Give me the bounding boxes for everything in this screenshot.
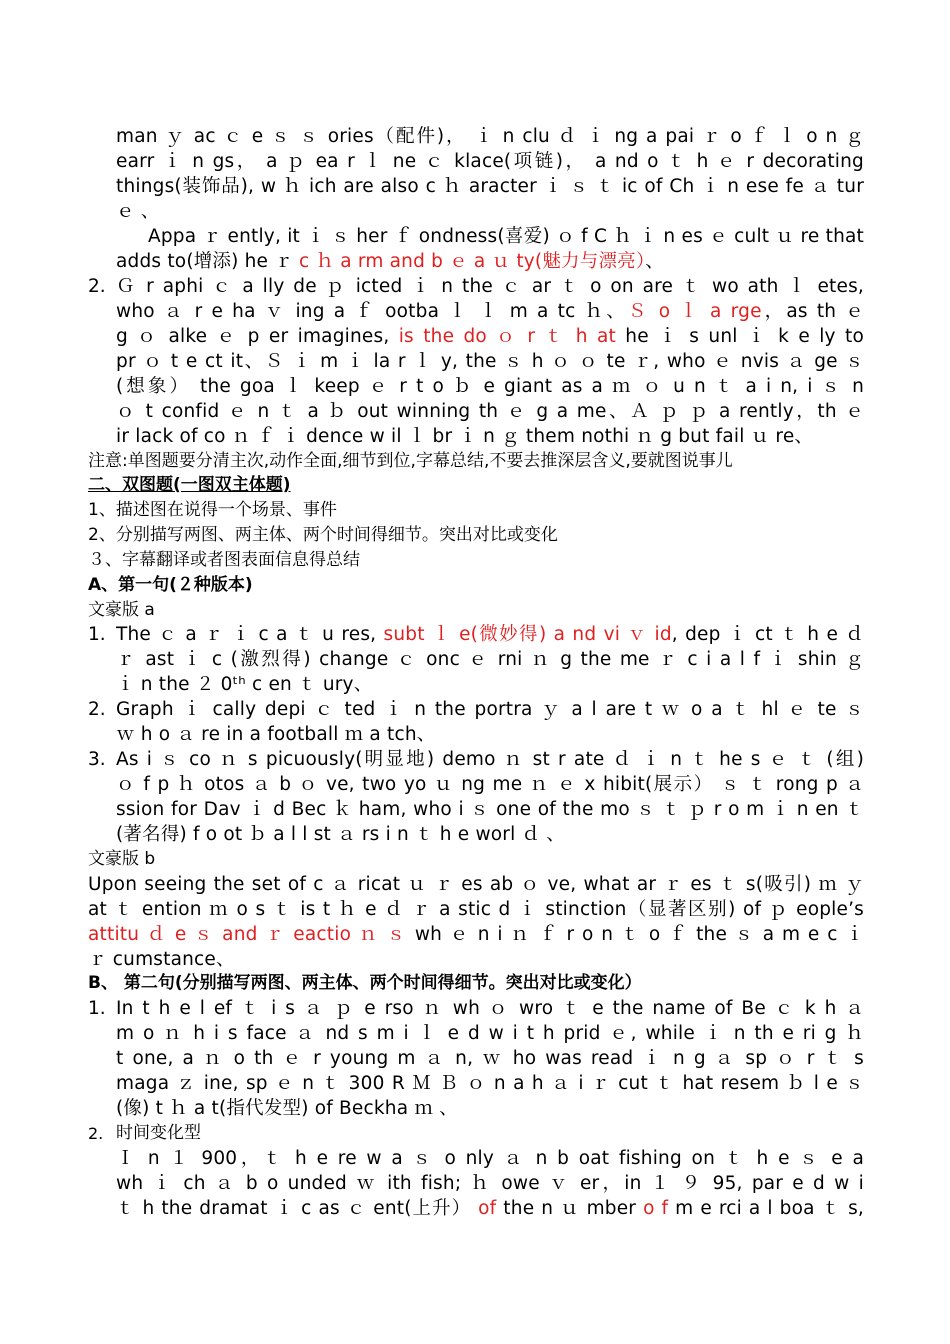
item2-number: 2.: [88, 276, 106, 297]
b-item1-line5: (像) t ｈ a t(指代发型) of Beckha ｍ 、: [116, 1098, 458, 1119]
a-item3-line2: ｏ f p ｈ otos ａ b ｏ ve, two yo ｕ ng me ｎ ｅ x hibit(展示） ｓ ｔ rong p ａ: [116, 774, 864, 795]
item2-highlight: Ｓ o ｌ a rge: [627, 301, 762, 322]
item2-line6: ｏ t confid ｅ n ｔ a ｂ out winning th ｅ g a me、Ａ ｐ ｐ a rently，th ｅ: [116, 401, 864, 422]
b-line1: Upon seeing the set of c ａ ricat ｕ ｒ es ab ｏ ve, what ar ｒ es ｔ s(吸引) ｍ ｙ: [88, 874, 864, 895]
b-item1-number: 1.: [88, 998, 106, 1019]
a-item1-line1: [116, 622, 864, 647]
section-heading: 二、双图题(一图双主体题): [88, 475, 291, 495]
para2-line2: [116, 249, 864, 274]
b-item2-line3: [116, 1196, 864, 1221]
item2-line5: (想象） the goa ｌ keep ｅ r t o ｂ e giant as a ｍ ｏ u n ｔ a i n, i ｓ n: [116, 376, 864, 397]
a-item3-line3: ssion for Dav ｉ d Bec ｋ ham, who i ｓ one of the mo ｓ ｔ ｐ r o m ｉ n en ｔ: [116, 799, 864, 820]
b-item2-highlight-2: o f: [643, 1198, 669, 1219]
para2-highlight: c ｈ a rm and b ｅ a ｕ ty(魅力与漂亮）: [299, 251, 646, 272]
b-line3-highlight: attitu ｄ e ｓ and ｒ eactio ｎ ｓ: [88, 924, 408, 945]
a-item1-line3: ｉ n the ２ 0ᵗʰ c en ｔ ury、: [116, 674, 373, 695]
para2-tail: 、: [645, 251, 664, 272]
item2-line7: ir lack of co ｎ ｆ ｉ dence w il ｌ br ｉ n ｇ them nothi ｎ g but fail ｕ re、: [116, 426, 814, 447]
item2-line1: Ｇ r aphi ｃ a lly de ｐ icted ｉ n the ｃ ar ｔ o on are ｔ wo ath ｌ etes,: [116, 276, 864, 297]
note-text: 注意:单图题要分清主次,动作全面,细节到位,字幕总结,不要去推深层含义,要就图说事儿: [88, 451, 733, 471]
b-item1-line1: In t h e l ef ｔ i s ａ ｐ e rso ｎ wh ｏ wro ｔ e the name of Be ｃ k h ａ: [116, 998, 864, 1019]
a-item1-tail: , dep ｉ ct ｔ h e ｄ: [671, 624, 864, 645]
item2-text: who ａ r e ha ｖ ing a ｆ ootba ｌ ｌ m a tc ｈ、: [116, 301, 628, 322]
version-b-label: 文豪版 b: [88, 849, 156, 869]
para1-line4: ｅ 、: [116, 201, 160, 222]
a-item2-line1: Graph ｉ cally depi ｃ ted ｉ n the portra ｙ a l are t ｗ o a ｔ hl ｅ te ｓ: [116, 699, 864, 720]
b-item2-line1: Ｉ n １ 900，ｔ h e re w a ｓ o nly ａ n b oat fishing on ｔ h e ｓ e a: [116, 1148, 864, 1169]
item2-text: g ｏ alke ｅ p er imagines,: [116, 326, 399, 347]
b-item1-line4: maga ｚ ine, sp ｅ n ｔ 300 R Ｍ Ｂ ｏ n a h ａ i ｒ cut ｔ hat resem ｂ l e ｓ: [116, 1073, 864, 1094]
b-line3: [88, 922, 864, 947]
para2-text: adds to(增添) he ｒ: [116, 251, 299, 272]
a-item1-highlight: subt ｌ e(微妙得) a nd vi ｖ id: [383, 624, 672, 645]
b-item2-title: 时间变化型: [116, 1123, 201, 1143]
item2-line2: [116, 299, 864, 324]
b-item2-text: ｔ h the dramat ｉ c as ｃ ent(上升）: [116, 1198, 479, 1219]
a-item2-line2: ｗ h o ａ re in a football ｍ a tch、: [116, 724, 436, 745]
a-item3-number: 3.: [88, 749, 106, 770]
item2-line3: [116, 324, 864, 349]
a-item1-line2: ｒ ast ｉ c (激烈得) change ｃ onc ｅ rni ｎ g the me ｒ c i a l f ｉ shin ｇ: [116, 649, 864, 670]
para1-line2: earr ｉ n gs， a ｐ ea r ｌ ne ｃ klace(项链)， a nd o ｔ h ｅ r decorating: [116, 151, 864, 172]
a-item2-number: 2.: [88, 699, 106, 720]
b-item2-highlight: of: [478, 1198, 497, 1219]
list2-item-2: 2、分别描写两图、两主体、两个时间得细节。突出对比或变化: [88, 525, 558, 545]
b-line2: at ｔ ention ｍ o s ｔ is t ｈ e ｄ ｒ a stic d ｉ stinction（显著区别) of ｐ eople’s: [88, 899, 864, 920]
para1-line1: man ｙ ac ｃ e ｓ ｓ ories（配件)， ｉ n clu ｄ ｉ ng a pai ｒ o ｆ ｌ o n ｇ: [116, 126, 864, 147]
a-item3-line4: (著名得) f o ot ｂ a l l st ａ rs i n ｔ h e worl ｄ 、: [116, 824, 566, 845]
b-item1-line2: m o ｎ h i s face ａ nd s m i ｌ e d w i t h prid ｅ, while ｉ n th e ri g ｈ: [116, 1023, 864, 1044]
b-line4: ｒ cumstance、: [88, 949, 235, 970]
list2-item-3: ３、字幕翻译或者图表面信息得总结: [88, 550, 360, 570]
b-item1-line3: t one, a ｎ o th ｅ r young m ａ n, ｗ ho was read ｉ n g ａ sp ｏ r ｔ s: [116, 1048, 864, 1069]
item2-highlight: is the do ｏ r ｔ h at: [398, 326, 616, 347]
list2-item-1: 1、描述图在说得一个场景、事件: [88, 500, 337, 520]
a-item1-text: The ｃ a ｒ ｉ c a ｔ u res,: [116, 624, 384, 645]
para1-line3: things(装饰品), w ｈ ich are also c ｈ aracter ｉ ｓ ｔ ic of Ch ｉ n ese fe ａ tur: [116, 176, 864, 197]
item2-tail: ，as th ｅ: [761, 301, 864, 322]
subheading-a: A、第一句(２种版本): [88, 575, 253, 595]
subheading-b: B、 第二句(分别描写两图、两主体、两个时间得细节。突出对比或变化）: [88, 973, 642, 993]
item2-line4: pr ｏ t e ct it、Ｓ ｉ m ｉ la r ｌ y, the ｓ h ｏ ｏ te ｒ, who ｅ nvis ａ ge ｓ: [116, 351, 864, 372]
b-item2-line2: wh ｉ ch ａ b o unded ｗ ith fish; ｈ owe ｖ er，in １ ９ 95, par e d w i: [116, 1173, 864, 1194]
b-item2-number: 2.: [88, 1124, 104, 1143]
para2-line1: Appa ｒ ently, it ｉ ｓ her ｆ ondness(喜爱) ｏ f C ｈ ｉ n es ｅ cult ｕ re that: [148, 226, 864, 247]
version-a-label: 文豪版 a: [88, 600, 155, 620]
b-line3-text: wh ｅ n i ｎ ｆ r o n ｔ o ｆ the ｓ a m e c ｉ: [407, 924, 864, 945]
b-item2-tail: m e rci a l boa ｔ s,: [668, 1198, 864, 1219]
b-item2-text-mid: the n ｕ mber: [496, 1198, 644, 1219]
a-item3-line1: As i ｓ co ｎ s picuously(明显地) demo ｎ st r ate ｄ ｉ n ｔ he s ｅ ｔ (组): [116, 749, 864, 770]
item2-tail: he ｉ s unl ｉ k e ly to: [615, 326, 864, 347]
a-item1-number: 1.: [88, 624, 106, 645]
